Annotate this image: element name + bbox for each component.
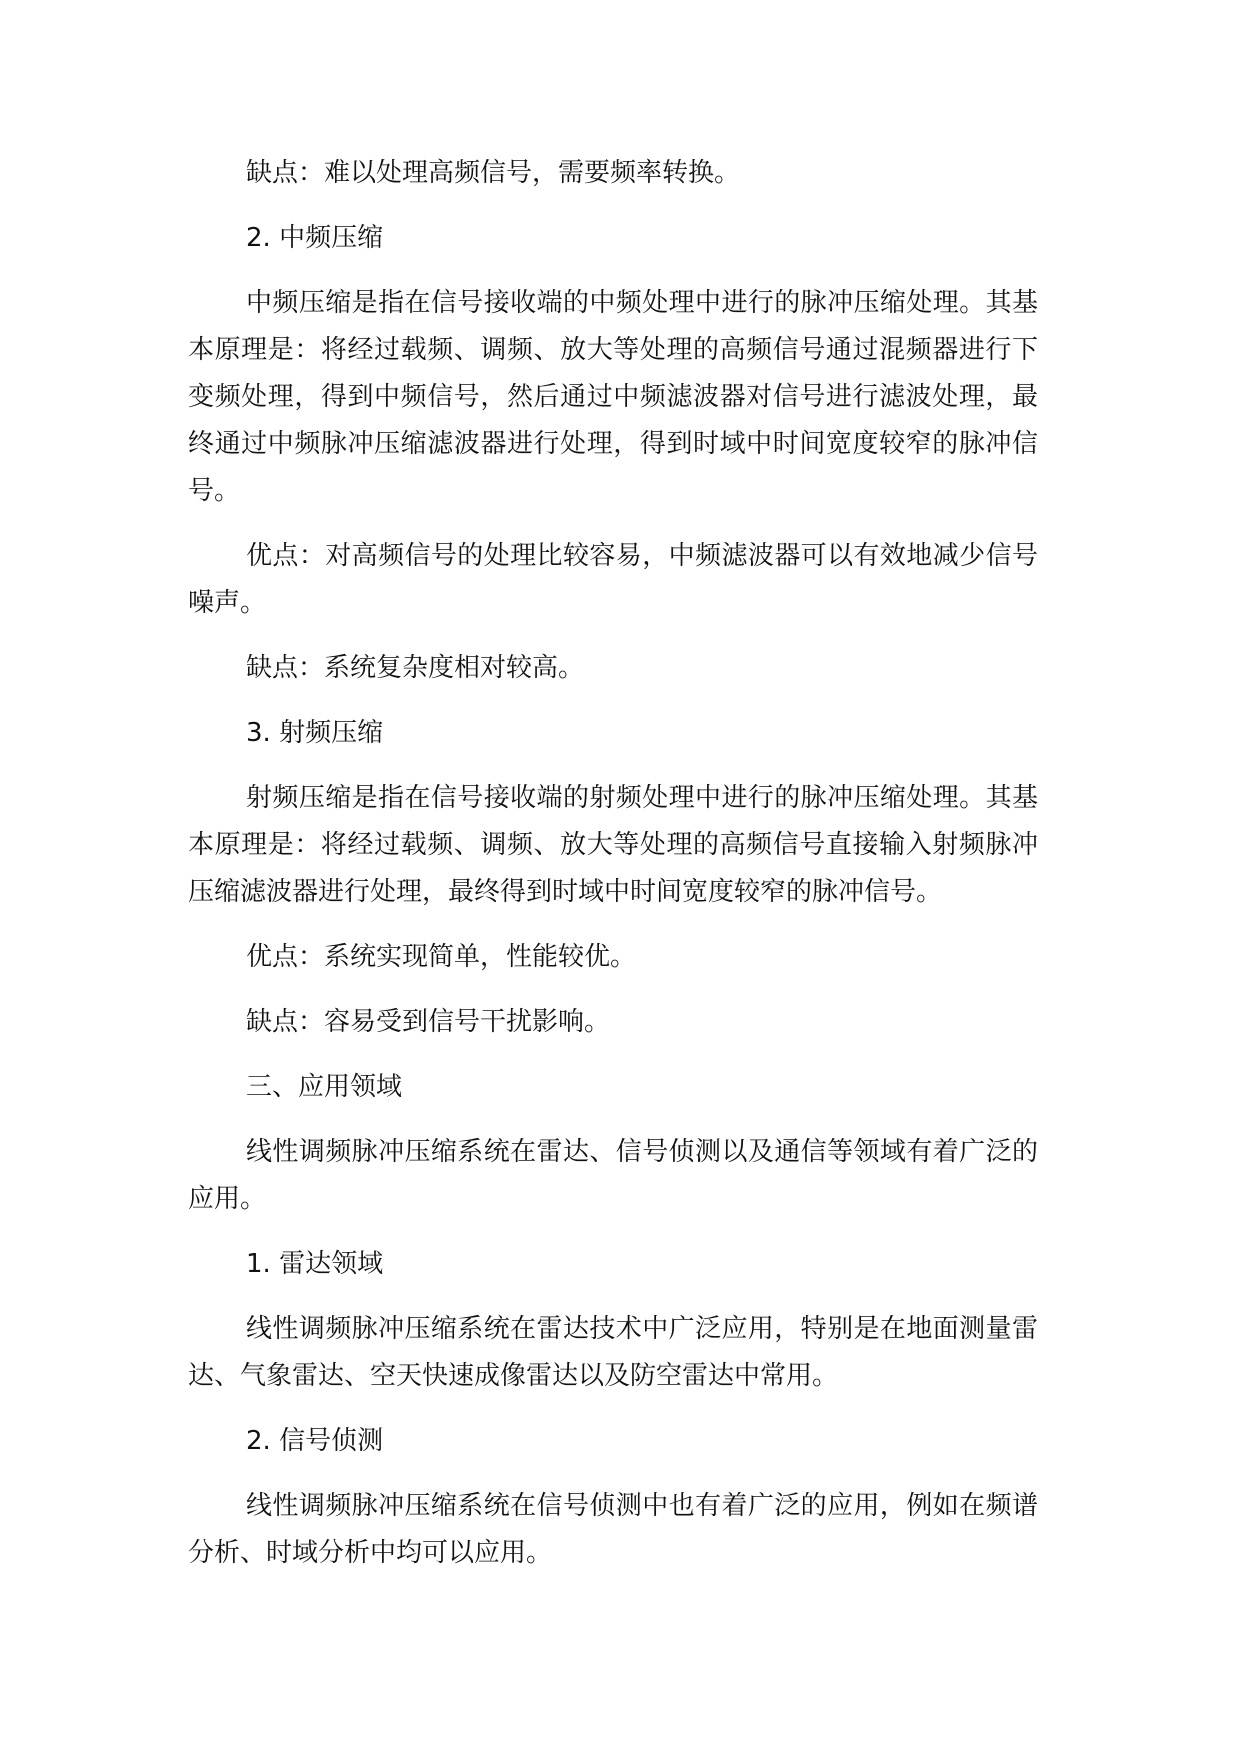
heading-rf-compression: 3. 射频压缩 (246, 718, 384, 748)
heading-if-compression: 2. 中频压缩 (246, 223, 384, 253)
paragraph-signal-detection: 线性调频脉冲压缩系统在信号侦测中也有着广泛的应用，例如在频谱分析、时域分析中均可以应用。 (188, 1491, 1038, 1568)
heading-application-fields: 三、应用领域 (246, 1072, 403, 1102)
paragraph-disadvantage-baseband: 缺点：难以处理高频信号，需要频率转换。 (246, 158, 741, 188)
paragraph-rf-compression: 射频压缩是指在信号接收端的射频处理中进行的脉冲压缩处理。其基本原理是：将经过载频、调频、放大等处理的高频信号直接输入射频脉冲压缩滤波器进行处理，最终得到时域中时间宽度较窄的脉冲信号。 (188, 783, 1038, 907)
paragraph-disadvantage-if: 缺点：系统复杂度相对较高。 (246, 653, 585, 683)
paragraph-advantage-rf: 优点：系统实现简单，性能较优。 (246, 942, 637, 972)
paragraph-application-intro: 线性调频脉冲压缩系统在雷达、信号侦测以及通信等领域有着广泛的应用。 (188, 1137, 1038, 1214)
heading-signal-detection: 2. 信号侦测 (246, 1426, 384, 1456)
document-body (188, 150, 1038, 1595)
heading-radar-field: 1. 雷达领域 (246, 1249, 384, 1279)
paragraph-advantage-if: 优点：对高频信号的处理比较容易，中频滤波器可以有效地减少信号噪声。 (188, 541, 1038, 618)
paragraph-radar-field: 线性调频脉冲压缩系统在雷达技术中广泛应用，特别是在地面测量雷达、气象雷达、空天快速成像雷达以及防空雷达中常用。 (188, 1314, 1038, 1391)
paragraph-if-compression: 中频压缩是指在信号接收端的中频处理中进行的脉冲压缩处理。其基本原理是：将经过载频、调频、放大等处理的高频信号通过混频器进行下变频处理，得到中频信号，然后通过中频滤波器对信号进行滤波处理，最终通过中频脉冲压缩滤波器进行处理，得到时域中时间宽度较窄的脉冲信号。 (188, 288, 1038, 506)
paragraph-disadvantage-rf: 缺点：容易受到信号干扰影响。 (246, 1007, 611, 1037)
